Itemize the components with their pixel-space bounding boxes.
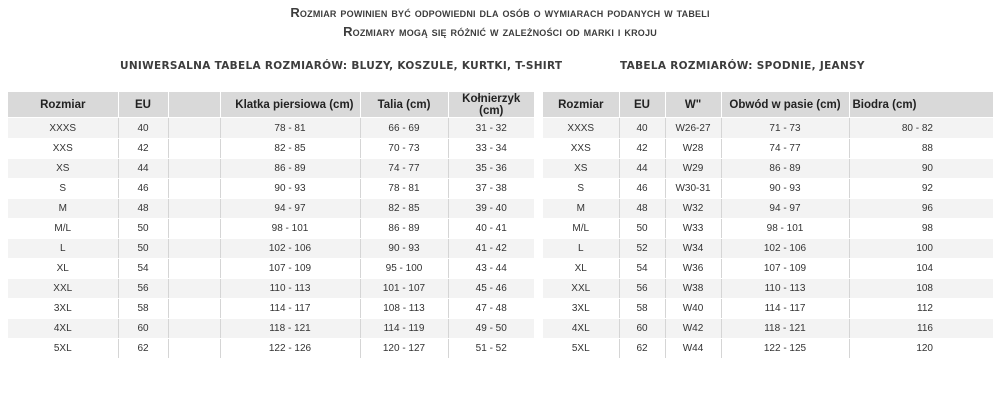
- cell-blank: [168, 179, 220, 199]
- cell-size: XS: [543, 159, 619, 179]
- cell-hips: 98: [849, 219, 993, 239]
- cell-size: L: [8, 239, 118, 259]
- cell-size: S: [8, 179, 118, 199]
- cell-chest: 118 - 121: [220, 319, 360, 339]
- cell-chest: 94 - 97: [220, 199, 360, 219]
- cell-waist: 86 - 89: [721, 159, 849, 179]
- cell-eu: 52: [619, 239, 665, 259]
- shirt-size-table: [8, 92, 534, 359]
- table-row: [8, 239, 534, 259]
- table-row: [8, 339, 534, 359]
- cell-size: 5XL: [543, 339, 619, 359]
- cell-blank: [168, 159, 220, 179]
- column-header-eu: EU: [619, 92, 665, 118]
- cell-collar: 49 - 50: [448, 319, 534, 339]
- cell-w-inch: W36: [665, 259, 721, 279]
- table-row: [543, 319, 993, 339]
- table-row: [8, 179, 534, 199]
- table-row: [8, 299, 534, 319]
- cell-w-inch: W42: [665, 319, 721, 339]
- cell-hips: 104: [849, 259, 993, 279]
- table-row: [8, 219, 534, 239]
- cell-chest: 107 - 109: [220, 259, 360, 279]
- cell-size: XXL: [543, 279, 619, 299]
- cell-size: XL: [543, 259, 619, 279]
- cell-chest: 110 - 113: [220, 279, 360, 299]
- cell-chest: 86 - 89: [220, 159, 360, 179]
- cell-hips: 108: [849, 279, 993, 299]
- column-header-eu: EU: [118, 92, 168, 118]
- cell-hips: 116: [849, 319, 993, 339]
- cell-collar: 47 - 48: [448, 299, 534, 319]
- cell-eu: 54: [118, 259, 168, 279]
- cell-blank: [168, 319, 220, 339]
- cell-chest: 98 - 101: [220, 219, 360, 239]
- cell-hips: 80 - 82: [849, 118, 993, 139]
- cell-eu: 40: [619, 118, 665, 139]
- cell-size: XL: [8, 259, 118, 279]
- column-header-w-inch: W": [665, 92, 721, 118]
- column-header-blank: [168, 92, 220, 118]
- cell-hips: 90: [849, 159, 993, 179]
- cell-w-inch: W34: [665, 239, 721, 259]
- cell-blank: [168, 259, 220, 279]
- cell-collar: 40 - 41: [448, 219, 534, 239]
- cell-hips: 120: [849, 339, 993, 359]
- cell-waist: 90 - 93: [360, 239, 448, 259]
- cell-waist: 86 - 89: [360, 219, 448, 239]
- cell-eu: 58: [619, 299, 665, 319]
- cell-size: M/L: [543, 219, 619, 239]
- column-header-size: Rozmiar: [8, 92, 118, 118]
- cell-size: XXS: [543, 139, 619, 159]
- table-row: [8, 279, 534, 299]
- cell-waist: 122 - 125: [721, 339, 849, 359]
- cell-collar: 41 - 42: [448, 239, 534, 259]
- column-header-waist: Obwód w pasie (cm): [721, 92, 849, 118]
- cell-chest: 90 - 93: [220, 179, 360, 199]
- cell-collar: 39 - 40: [448, 199, 534, 219]
- cell-size: 3XL: [543, 299, 619, 319]
- table-row: [8, 159, 534, 179]
- cell-w-inch: W29: [665, 159, 721, 179]
- cell-w-inch: W40: [665, 299, 721, 319]
- cell-eu: 58: [118, 299, 168, 319]
- pants-size-table: [543, 92, 993, 359]
- table-row: [8, 199, 534, 219]
- cell-size: M: [543, 199, 619, 219]
- column-header-collar: Kołnierzyk (cm): [448, 92, 534, 118]
- table-row: [543, 239, 993, 259]
- cell-hips: 92: [849, 179, 993, 199]
- cell-size: XXXS: [543, 118, 619, 139]
- cell-eu: 50: [118, 239, 168, 259]
- column-header-hips: Biodra (cm): [849, 92, 993, 118]
- table-row: [543, 179, 993, 199]
- cell-chest: 102 - 106: [220, 239, 360, 259]
- cell-blank: [168, 139, 220, 159]
- cell-waist: 120 - 127: [360, 339, 448, 359]
- cell-size: XXS: [8, 139, 118, 159]
- cell-size: XXXS: [8, 118, 118, 139]
- column-header-chest: Klatka piersiowa (cm): [220, 92, 360, 118]
- cell-w-inch: W44: [665, 339, 721, 359]
- cell-waist: 95 - 100: [360, 259, 448, 279]
- table-row: [543, 118, 993, 139]
- cell-collar: 51 - 52: [448, 339, 534, 359]
- notice-line-1: Rozmiar powinien być odpowiedni dla osób o wymiarach podanych w tabeli: [290, 5, 710, 20]
- cell-collar: 43 - 44: [448, 259, 534, 279]
- cell-waist: 82 - 85: [360, 199, 448, 219]
- cell-blank: [168, 118, 220, 139]
- cell-w-inch: W38: [665, 279, 721, 299]
- table-row: [543, 219, 993, 239]
- header-row: [8, 92, 534, 118]
- table-row: [8, 319, 534, 339]
- table-row: [8, 139, 534, 159]
- table-row: [543, 299, 993, 319]
- cell-chest: 78 - 81: [220, 118, 360, 139]
- cell-waist: 108 - 113: [360, 299, 448, 319]
- header-row: [543, 92, 993, 118]
- cell-hips: 100: [849, 239, 993, 259]
- cell-blank: [168, 339, 220, 359]
- cell-waist: 107 - 109: [721, 259, 849, 279]
- cell-waist: 114 - 117: [721, 299, 849, 319]
- cell-collar: 31 - 32: [448, 118, 534, 139]
- cell-collar: 33 - 34: [448, 139, 534, 159]
- table-row: [543, 279, 993, 299]
- cell-waist: 71 - 73: [721, 118, 849, 139]
- column-header-waist: Talia (cm): [360, 92, 448, 118]
- notice-line-2: Rozmiary mogą się różnić w zależności od marki i kroju: [343, 24, 657, 39]
- cell-eu: 56: [118, 279, 168, 299]
- cell-eu: 60: [619, 319, 665, 339]
- cell-size: M: [8, 199, 118, 219]
- cell-collar: 45 - 46: [448, 279, 534, 299]
- cell-eu: 40: [118, 118, 168, 139]
- cell-blank: [168, 199, 220, 219]
- cell-w-inch: W32: [665, 199, 721, 219]
- cell-waist: 66 - 69: [360, 118, 448, 139]
- cell-waist: 70 - 73: [360, 139, 448, 159]
- cell-eu: 48: [619, 199, 665, 219]
- cell-waist: 118 - 121: [721, 319, 849, 339]
- cell-size: S: [543, 179, 619, 199]
- cell-eu: 44: [619, 159, 665, 179]
- cell-eu: 50: [619, 219, 665, 239]
- cell-waist: 98 - 101: [721, 219, 849, 239]
- table-row: [8, 259, 534, 279]
- cell-w-inch: W26-27: [665, 118, 721, 139]
- cell-blank: [168, 279, 220, 299]
- cell-w-inch: W30-31: [665, 179, 721, 199]
- cell-blank: [168, 239, 220, 259]
- cell-blank: [168, 299, 220, 319]
- cell-eu: 54: [619, 259, 665, 279]
- cell-blank: [168, 219, 220, 239]
- cell-eu: 62: [619, 339, 665, 359]
- table-row: [543, 199, 993, 219]
- cell-hips: 96: [849, 199, 993, 219]
- cell-w-inch: W33: [665, 219, 721, 239]
- cell-eu: 46: [118, 179, 168, 199]
- cell-eu: 60: [118, 319, 168, 339]
- cell-chest: 82 - 85: [220, 139, 360, 159]
- cell-chest: 122 - 126: [220, 339, 360, 359]
- right-table-caption: TABELA ROZMIARÓW: SPODNIE, JEANSY: [620, 60, 865, 72]
- cell-hips: 88: [849, 139, 993, 159]
- table-row: [8, 118, 534, 139]
- cell-waist: 114 - 119: [360, 319, 448, 339]
- cell-eu: 46: [619, 179, 665, 199]
- table-row: [543, 339, 993, 359]
- column-header-size: Rozmiar: [543, 92, 619, 118]
- cell-size: L: [543, 239, 619, 259]
- cell-waist: 74 - 77: [360, 159, 448, 179]
- cell-size: 5XL: [8, 339, 118, 359]
- cell-eu: 62: [118, 339, 168, 359]
- cell-size: M/L: [8, 219, 118, 239]
- cell-chest: 114 - 117: [220, 299, 360, 319]
- cell-eu: 48: [118, 199, 168, 219]
- cell-size: XXL: [8, 279, 118, 299]
- cell-waist: 74 - 77: [721, 139, 849, 159]
- cell-eu: 50: [118, 219, 168, 239]
- left-table-caption: UNIWERSALNA TABELA ROZMIARÓW: BLUZY, KOSZULE, KURTKI, T-SHIRT: [120, 60, 563, 72]
- cell-eu: 42: [619, 139, 665, 159]
- cell-waist: 90 - 93: [721, 179, 849, 199]
- cell-eu: 56: [619, 279, 665, 299]
- cell-size: XS: [8, 159, 118, 179]
- cell-eu: 42: [118, 139, 168, 159]
- cell-waist: 102 - 106: [721, 239, 849, 259]
- cell-hips: 112: [849, 299, 993, 319]
- cell-w-inch: W28: [665, 139, 721, 159]
- cell-collar: 37 - 38: [448, 179, 534, 199]
- table-row: [543, 159, 993, 179]
- cell-eu: 44: [118, 159, 168, 179]
- cell-waist: 110 - 113: [721, 279, 849, 299]
- cell-waist: 78 - 81: [360, 179, 448, 199]
- cell-size: 3XL: [8, 299, 118, 319]
- cell-collar: 35 - 36: [448, 159, 534, 179]
- cell-size: 4XL: [8, 319, 118, 339]
- cell-waist: 101 - 107: [360, 279, 448, 299]
- table-row: [543, 139, 993, 159]
- cell-size: 4XL: [543, 319, 619, 339]
- table-row: [543, 259, 993, 279]
- cell-waist: 94 - 97: [721, 199, 849, 219]
